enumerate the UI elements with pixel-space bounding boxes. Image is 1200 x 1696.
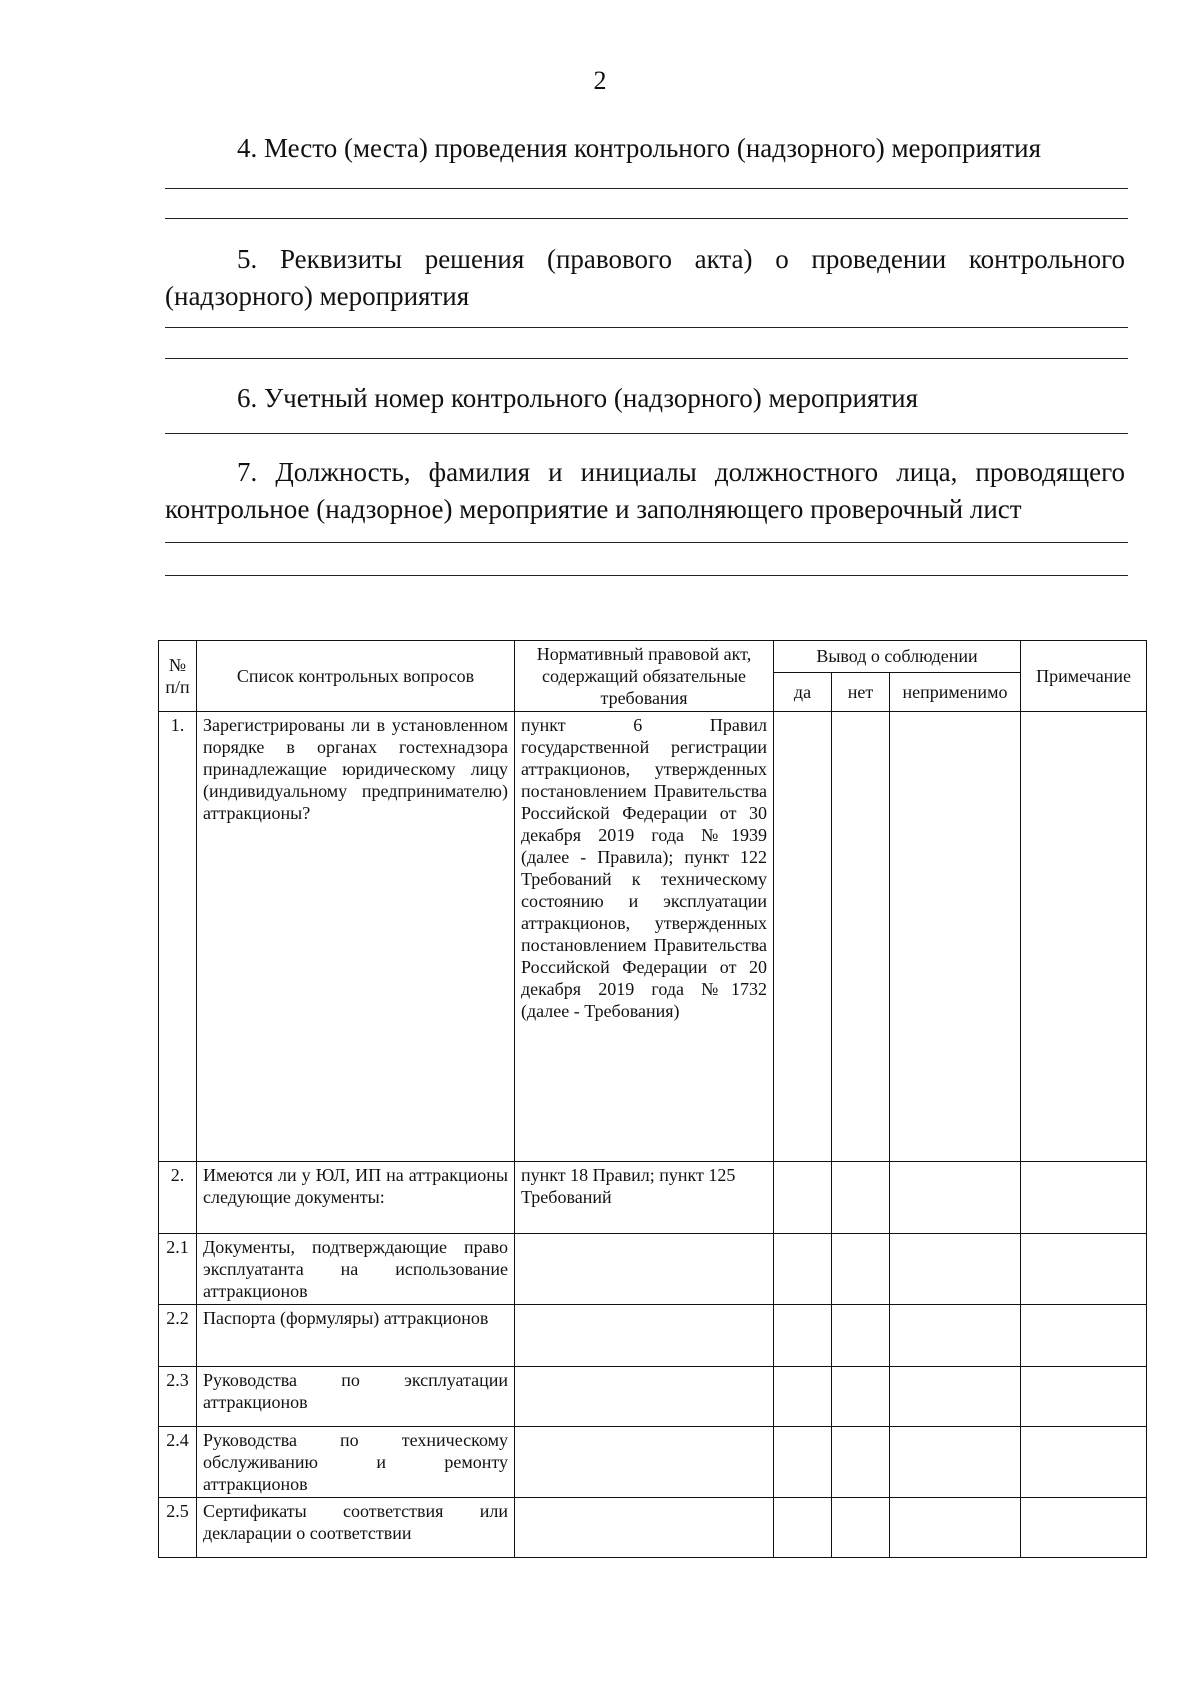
section-6-heading — [165, 380, 1125, 417]
note-cell[interactable] — [1021, 712, 1147, 1162]
answer-no-cell[interactable] — [832, 1234, 890, 1305]
answer-na-cell[interactable] — [890, 712, 1021, 1162]
row-number: 2.4 — [159, 1427, 197, 1498]
answer-no-cell[interactable] — [832, 1162, 890, 1234]
table-row — [159, 1427, 1147, 1498]
row-legal-act — [515, 1498, 774, 1558]
fill-line[interactable] — [165, 327, 1128, 328]
answer-no-cell[interactable] — [832, 1498, 890, 1558]
answer-na-cell[interactable] — [890, 1498, 1021, 1558]
header-compliance: Вывод о соблюдении — [774, 641, 1021, 673]
answer-no-cell[interactable] — [832, 1305, 890, 1367]
section-number: 4. — [237, 133, 258, 163]
fill-line[interactable] — [165, 542, 1128, 543]
row-question: Документы, подтверждающие право эксплуатанта на использование аттракционов — [197, 1234, 515, 1305]
section-text: Место (места) проведения контрольного (надзорного) мероприятия — [264, 133, 1042, 163]
answer-na-cell[interactable] — [890, 1427, 1021, 1498]
answer-no-cell[interactable] — [832, 1427, 890, 1498]
header-note: Примечание — [1021, 641, 1147, 712]
row-number: 2.5 — [159, 1498, 197, 1558]
header-yes: да — [774, 672, 832, 711]
fill-line[interactable] — [165, 188, 1128, 189]
answer-no-cell[interactable] — [832, 712, 890, 1162]
header-legal-act: Нормативный правовой акт, содержащий обязательные требования — [515, 641, 774, 712]
note-cell[interactable] — [1021, 1234, 1147, 1305]
answer-yes-cell[interactable] — [774, 1305, 832, 1367]
section-7-heading — [165, 454, 1125, 528]
page-number: 2 — [593, 66, 607, 95]
row-question: Зарегистрированы ли в установленном порядке в органах гостехнадзора принадлежащие юридическому лицу (индивидуальному предпринимателю) аттракционы? — [197, 712, 515, 1162]
row-legal-act: пункт 18 Правил; пункт 125 Требований — [515, 1162, 774, 1234]
section-number: 7. — [237, 457, 258, 487]
note-cell[interactable] — [1021, 1162, 1147, 1234]
row-number: 1. — [159, 712, 197, 1162]
note-cell[interactable] — [1021, 1367, 1147, 1427]
answer-yes-cell[interactable] — [774, 712, 832, 1162]
answer-yes-cell[interactable] — [774, 1234, 832, 1305]
note-cell[interactable] — [1021, 1427, 1147, 1498]
section-text: Реквизиты решения (правового акта) о проведении контрольного (надзорного) мероприятия — [165, 244, 1125, 311]
checklist-table — [158, 640, 1147, 1558]
table-row — [159, 1305, 1147, 1367]
section-number: 6. — [237, 383, 258, 413]
row-legal-act — [515, 1367, 774, 1427]
note-cell[interactable] — [1021, 1498, 1147, 1558]
answer-yes-cell[interactable] — [774, 1162, 832, 1234]
section-text: Учетный номер контрольного (надзорного) мероприятия — [264, 383, 919, 413]
row-question: Руководства по эксплуатации аттракционов — [197, 1367, 515, 1427]
fill-line[interactable] — [165, 218, 1128, 219]
answer-yes-cell[interactable] — [774, 1498, 832, 1558]
row-question: Руководства по техническому обслуживанию и ремонту аттракционов — [197, 1427, 515, 1498]
answer-no-cell[interactable] — [832, 1367, 890, 1427]
row-number: 2. — [159, 1162, 197, 1234]
row-question: Паспорта (формуляры) аттракционов — [197, 1305, 515, 1367]
row-legal-act — [515, 1427, 774, 1498]
table-row — [159, 1162, 1147, 1234]
header-no: нет — [832, 672, 890, 711]
row-question: Имеются ли у ЮЛ, ИП на аттракционы следующие документы: — [197, 1162, 515, 1234]
answer-na-cell[interactable] — [890, 1162, 1021, 1234]
answer-yes-cell[interactable] — [774, 1427, 832, 1498]
row-number: 2.1 — [159, 1234, 197, 1305]
table-row — [159, 1498, 1147, 1558]
row-question: Сертификаты соответствия или декларации о соответствии — [197, 1498, 515, 1558]
answer-na-cell[interactable] — [890, 1305, 1021, 1367]
header-na: неприменимо — [890, 672, 1021, 711]
header-question: Список контрольных вопросов — [197, 641, 515, 712]
answer-yes-cell[interactable] — [774, 1367, 832, 1427]
answer-na-cell[interactable] — [890, 1367, 1021, 1427]
section-number: 5. — [237, 244, 258, 274]
answer-na-cell[interactable] — [890, 1234, 1021, 1305]
header-number: № п/п — [159, 641, 197, 712]
table-row — [159, 1234, 1147, 1305]
row-number: 2.3 — [159, 1367, 197, 1427]
note-cell[interactable] — [1021, 1305, 1147, 1367]
table-row — [159, 1367, 1147, 1427]
row-legal-act — [515, 1234, 774, 1305]
section-5-heading — [165, 241, 1125, 315]
section-text: Должность, фамилия и инициалы должностного лица, проводящего контрольное (надзорное) мероприятие и заполняющего проверочный лист — [165, 457, 1125, 524]
row-number: 2.2 — [159, 1305, 197, 1367]
fill-line[interactable] — [165, 575, 1128, 576]
fill-line[interactable] — [165, 358, 1128, 359]
table-row — [159, 712, 1147, 1162]
fill-line[interactable] — [165, 433, 1128, 434]
section-4-heading — [165, 130, 1125, 167]
row-legal-act — [515, 1305, 774, 1367]
row-legal-act: пункт 6 Правил государственной регистрации аттракционов, утвержденных постановлением Правительства Российской Федерации от 30 декабря 2019 года №1939 (далее - Правила); пункт 122 Требований к техническому состоянию и эксплуатации аттракционов, утвержденных постановлением Правительства Российской Федерации от 20 декабря 2019 года №1732 (далее - Требования) — [515, 712, 774, 1162]
